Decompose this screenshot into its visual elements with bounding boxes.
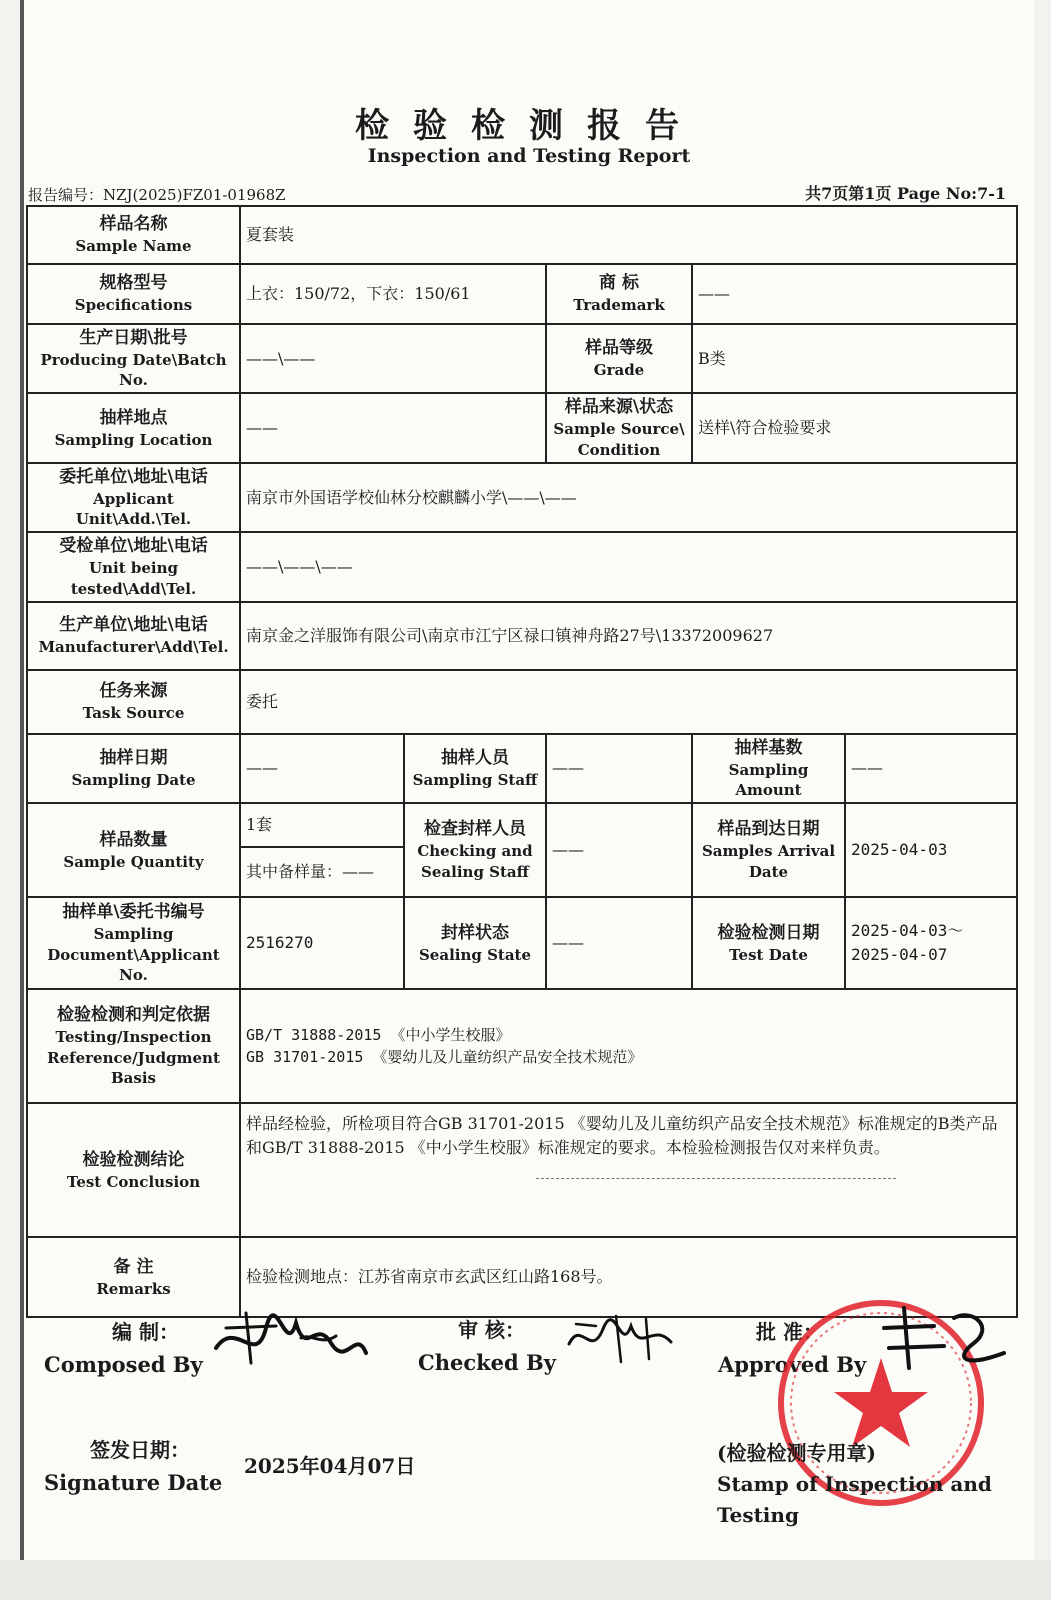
label-test-date: 检验检测日期 Test Date	[692, 897, 845, 989]
row-sampling-doc	[27, 897, 1017, 989]
report-number: 报告编号：NZJ(2025)FZ01-01968Z	[28, 186, 286, 204]
value-grade: B类	[692, 324, 1017, 393]
label-manufacturer: 生产单位\地址\电话 Manufacturer\Add\Tel.	[27, 602, 240, 670]
row-manufacturer	[27, 602, 1017, 670]
label-specifications: 规格型号 Specifications	[27, 264, 240, 324]
label-sampling-staff: 抽样人员 Sampling Staff	[404, 734, 546, 803]
value-checking-staff: ——	[546, 803, 692, 897]
value-sample-reserve: 其中备样量：——	[240, 847, 404, 897]
label-trademark: 商 标 Trademark	[546, 264, 692, 324]
label-basis: 检验检测和判定依据 Testing/Inspection Reference/Judgment Basis	[27, 989, 240, 1103]
value-sampling-staff: ——	[546, 734, 692, 803]
row-conclusion	[27, 1103, 1017, 1237]
label-task-source: 任务来源 Task Source	[27, 670, 240, 734]
label-applicant: 委托单位\地址\电话 Applicant Unit\Add.\Tel.	[27, 463, 240, 532]
value-trademark: ——	[692, 264, 1017, 324]
checked-by-label: 审 核： Checked By	[418, 1318, 556, 1375]
approved-signature	[874, 1298, 1014, 1378]
label-sampling-amount: 抽样基数 Sampling Amount	[692, 734, 845, 803]
value-producing-date: ——\——	[240, 324, 546, 393]
label-sample-source: 样品来源\状态 Sample Source\ Condition	[546, 393, 692, 462]
row-specifications	[27, 264, 1017, 324]
label-sealing-state: 封样状态 Sealing State	[404, 897, 546, 989]
value-arrival-date: 2025-04-03	[845, 803, 1017, 897]
row-sampling-location	[27, 393, 1017, 462]
value-sampling-date: ——	[240, 734, 404, 803]
checked-signature	[561, 1304, 681, 1374]
label-sampling-doc: 抽样单\委托书编号 Sampling Document\Applicant No.	[27, 897, 240, 989]
value-sample-quantity: 1套	[240, 803, 404, 847]
value-sample-source: 送样\符合检验要求	[692, 393, 1017, 462]
value-sealing-state: ——	[546, 897, 692, 989]
value-test-date: 2025-04-03～2025-04-07	[845, 897, 1017, 989]
approved-by-label: 批 准： Approved By	[718, 1320, 867, 1377]
label-sample-name: 样品名称 Sample Name	[27, 206, 240, 264]
row-unit-tested	[27, 532, 1017, 601]
label-sample-quantity: 样品数量 Sample Quantity	[27, 803, 240, 897]
composed-signature	[206, 1298, 376, 1378]
label-unit-tested: 受检单位\地址\电话 Unit being tested\Add\Tel.	[27, 532, 240, 601]
report-title-en: Inspection and Testing Report	[367, 145, 691, 167]
conclusion-end-line	[536, 1178, 896, 1179]
value-remarks: 检验检测地点：江苏省南京市玄武区红山路168号。	[240, 1237, 1017, 1317]
value-sample-name: 夏套装	[240, 206, 1017, 264]
label-checking-staff: 检查封样人员 Checking and Sealing Staff	[404, 803, 546, 897]
report-page	[20, 0, 1034, 1560]
label-arrival-date: 样品到达日期 Samples Arrival Date	[692, 803, 845, 897]
row-basis	[27, 989, 1017, 1103]
conclusion-text: 样品经检验，所检项目符合GB 31701-2015 《婴幼儿及儿童纺织产品安全技术规范》标准规定的B类产品和GB/T 31888-2015 《中小学生校服》标准规定的要求。本检验检测报告仅对来样负责。	[246, 1114, 998, 1158]
value-specifications: 上衣：150/72，下衣：150/61	[240, 264, 546, 324]
label-sampling-date: 抽样日期 Sampling Date	[27, 734, 240, 803]
value-sampling-location: ——	[240, 393, 546, 462]
report-table	[26, 205, 1018, 1318]
label-producing-date: 生产日期\批号 Producing Date\Batch No.	[27, 324, 240, 393]
value-applicant: 南京市外国语学校仙林分校麒麟小学\——\——	[240, 463, 1017, 532]
value-basis	[240, 989, 1017, 1103]
value-sampling-doc: 2516270	[240, 897, 404, 989]
signature-date-label: 签发日期： Signature Date	[44, 1438, 223, 1495]
page-bottom-margin	[0, 1560, 1051, 1600]
value-sampling-amount: ——	[845, 734, 1017, 803]
label-remarks: 备 注 Remarks	[27, 1237, 240, 1317]
basis-line-1: GB/T 31888-2015 《中小学生校服》	[246, 1025, 511, 1044]
value-unit-tested: ——\——\——	[240, 532, 1017, 601]
label-grade: 样品等级 Grade	[546, 324, 692, 393]
signature-date-value: 2025年04月07日	[244, 1454, 416, 1478]
basis-line-2: GB 31701-2015 《婴幼儿及儿童纺织产品安全技术规范》	[246, 1048, 643, 1067]
row-sample-quantity	[27, 803, 1017, 847]
stamp-caption: (检验检测专用章) Stamp of Inspection and Testing	[717, 1441, 992, 1527]
value-task-source: 委托	[240, 670, 1017, 734]
row-task-source	[27, 670, 1017, 734]
value-manufacturer: 南京金之洋服饰有限公司\南京市江宁区禄口镇神舟路27号\13372009627	[240, 602, 1017, 670]
row-applicant	[27, 463, 1017, 532]
row-producing-date	[27, 324, 1017, 393]
composed-by-label: 编 制： Composed By	[44, 1320, 203, 1377]
page-number: 共7页第1页 Page No:7-1	[805, 184, 1006, 203]
label-sampling-location: 抽样地点 Sampling Location	[27, 393, 240, 462]
row-sample-name	[27, 206, 1017, 264]
value-conclusion	[240, 1103, 1017, 1237]
row-sampling-date	[27, 734, 1017, 803]
label-conclusion: 检验检测结论 Test Conclusion	[27, 1103, 240, 1237]
report-title-cn: 检验检测报告	[355, 106, 703, 146]
